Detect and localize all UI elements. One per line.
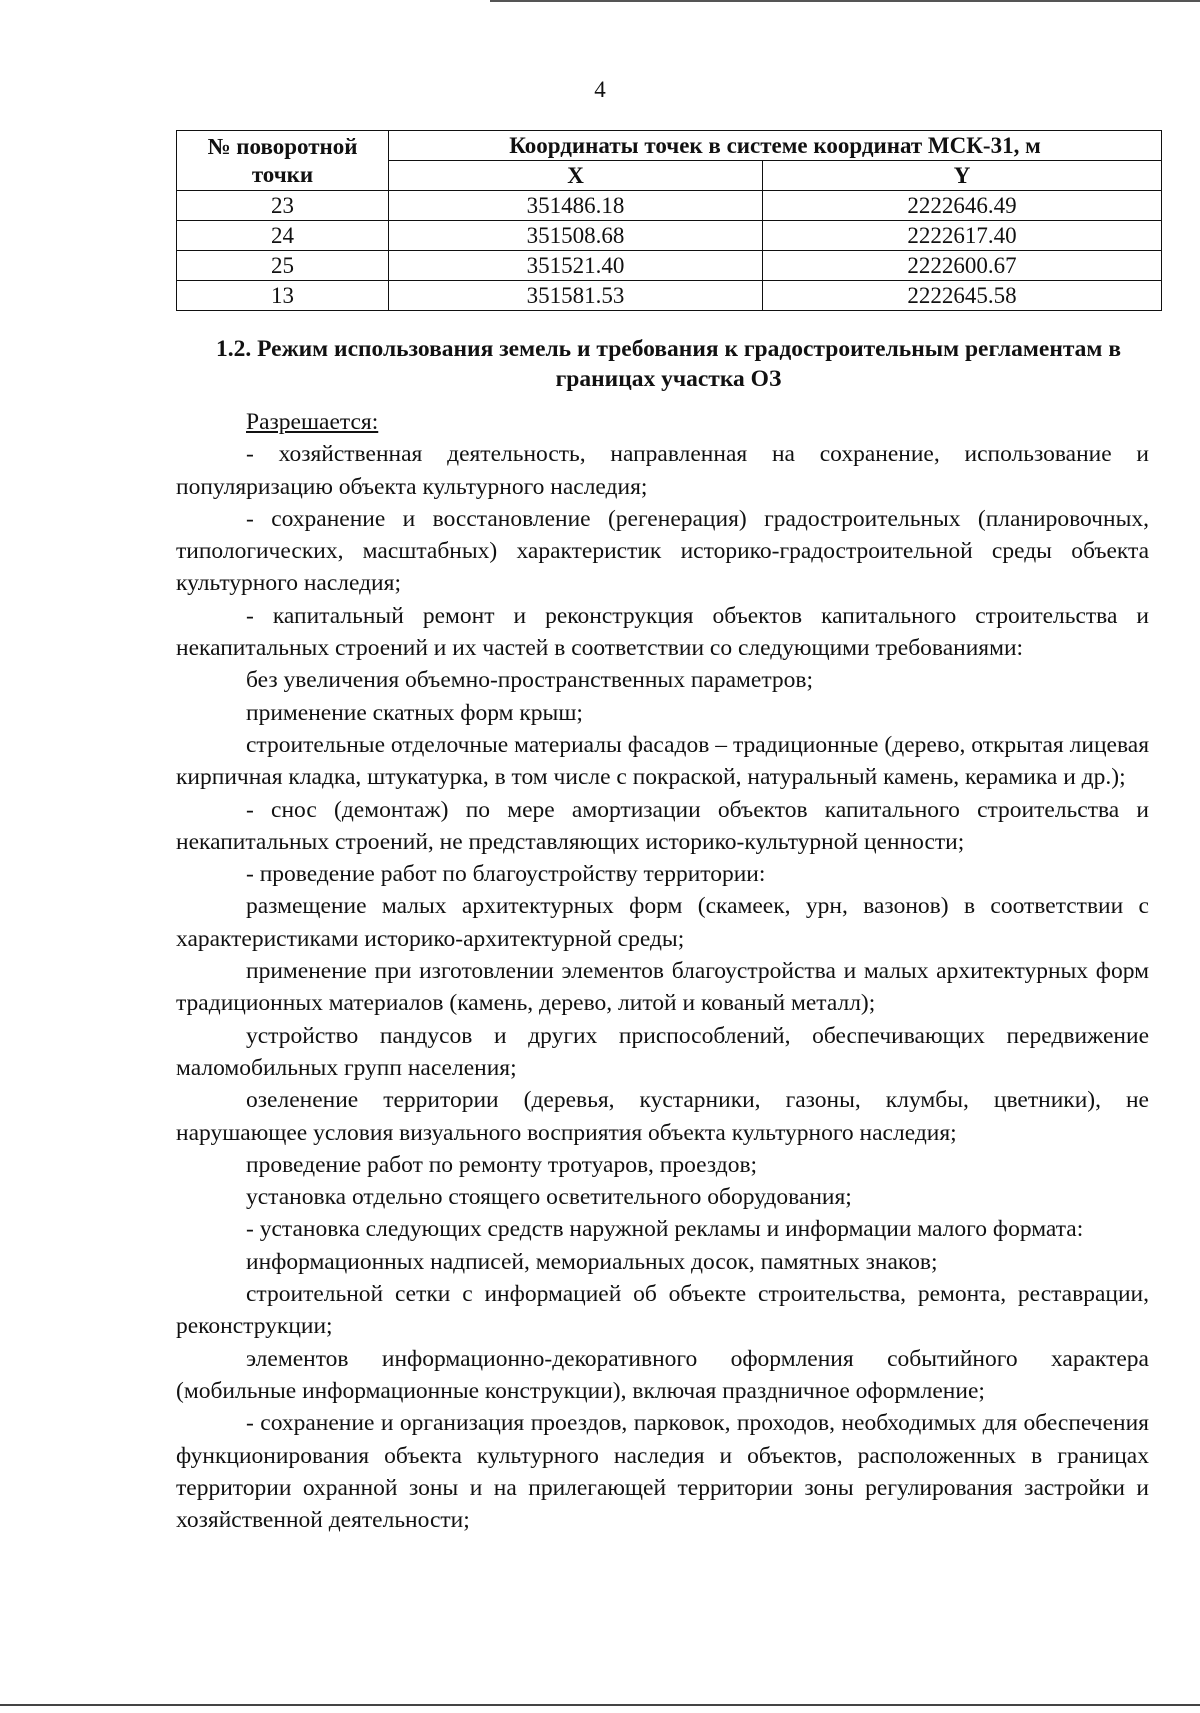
paragraph: - установка следующих средств наружной рекламы и информации малого формата:	[246, 1216, 1084, 1243]
cell-x: 351521.40	[389, 251, 763, 281]
table-row	[177, 281, 1162, 311]
scan-bottom-edge-line	[0, 1704, 1200, 1706]
table-row	[177, 251, 1162, 281]
header-coordinates: Координаты точек в системе координат МСК-31, м	[389, 131, 1162, 161]
paragraph: - сохранение и организация проездов, парковок, проходов, необходимых для обеспечения функционирования объекта культурного наследия и объектов, расположенных в границах территории охранной зоны и на прилегающей территории зоны регулирования застройки и хозяйственной деятельности;	[176, 1410, 1149, 1534]
cell-point: 25	[177, 251, 389, 281]
paragraph: - снос (демонтаж) по мере амортизации объектов капитального строительства и некапитальных строений, не представляющих историко-культурной ценности;	[176, 796, 1149, 855]
header-point-number: № поворотной точки	[177, 131, 389, 191]
paragraph: - сохранение и восстановление (регенерация) градостроительных (планировочных, типологических, масштабных) характеристик историко-градостроительной среды объекта культурного наследия;	[176, 505, 1149, 597]
paragraph: - хозяйственная деятельность, направленная на сохранение, использование и популяризацию объекта культурного наследия;	[176, 441, 1149, 500]
table-header-row	[177, 131, 1162, 161]
cell-point: 24	[177, 221, 389, 251]
paragraph: проведение работ по ремонту тротуаров, проездов;	[246, 1151, 758, 1178]
table-row	[177, 191, 1162, 221]
cell-x: 351581.53	[389, 281, 763, 311]
cell-y: 2222645.58	[763, 281, 1162, 311]
table-row	[177, 221, 1162, 251]
paragraph: - проведение работ по благоустройству территории:	[246, 861, 766, 888]
page-number: 4	[594, 77, 606, 102]
allowed-label: Разрешается:	[246, 409, 379, 435]
paragraph: озеленение территории (деревья, кустарники, газоны, клумбы, цветники), не нарушающее условия визуального восприятия объекта культурного наследия;	[176, 1087, 1149, 1146]
paragraph: строительные отделочные материалы фасадов – традиционные (дерево, открытая лицевая кирпичная кладка, штукатурка, в том числе с покраской, натуральный камень, керамика и др.);	[176, 731, 1149, 791]
paragraph: информационных надписей, мемориальных досок, памятных знаков;	[246, 1248, 938, 1275]
coordinates-table	[176, 130, 1162, 311]
paragraph: установка отдельно стоящего осветительного оборудования;	[246, 1184, 852, 1211]
paragraph: применение при изготовлении элементов благоустройства и малых архитектурных форм традиционных материалов (камень, дерево, литой и кованый металл);	[176, 958, 1149, 1017]
paragraph: применение скатных форм крыш;	[246, 699, 583, 726]
paragraph: размещение малых архитектурных форм (скамеек, урн, вазонов) в соответствии с характеристиками историко-архитектурной среды;	[176, 893, 1149, 952]
cell-y: 2222646.49	[763, 191, 1162, 221]
cell-point: 13	[177, 281, 389, 311]
header-y: Y	[763, 161, 1162, 191]
cell-y: 2222617.40	[763, 221, 1162, 251]
cell-point: 23	[177, 191, 389, 221]
cell-y: 2222600.67	[763, 251, 1162, 281]
cell-x: 351508.68	[389, 221, 763, 251]
cell-x: 351486.18	[389, 191, 763, 221]
section-title: 1.2. Режим использования земель и требования к градостроительным регламентам в границах участка ОЗ	[215, 336, 1122, 392]
regulation-body	[176, 406, 1149, 1536]
scan-top-edge-line	[490, 0, 1200, 2]
paragraph: элементов информационно-декоративного оформления событийного характера (мобильные информационные конструкции), включая праздничное оформление;	[176, 1345, 1149, 1404]
paragraph: строительной сетки с информацией об объекте строительства, ремонта, реставрации, реконструкции;	[176, 1281, 1149, 1340]
paragraph: - капитальный ремонт и реконструкция объектов капитального строительства и некапитальных строений и их частей в соответствии со следующими требованиями:	[176, 602, 1149, 662]
paragraph: устройство пандусов и других приспособлений, обеспечивающих передвижение маломобильных групп населения;	[176, 1022, 1149, 1081]
paragraph: без увеличения объемно-пространственных параметров;	[246, 667, 814, 694]
header-x: X	[389, 161, 763, 191]
